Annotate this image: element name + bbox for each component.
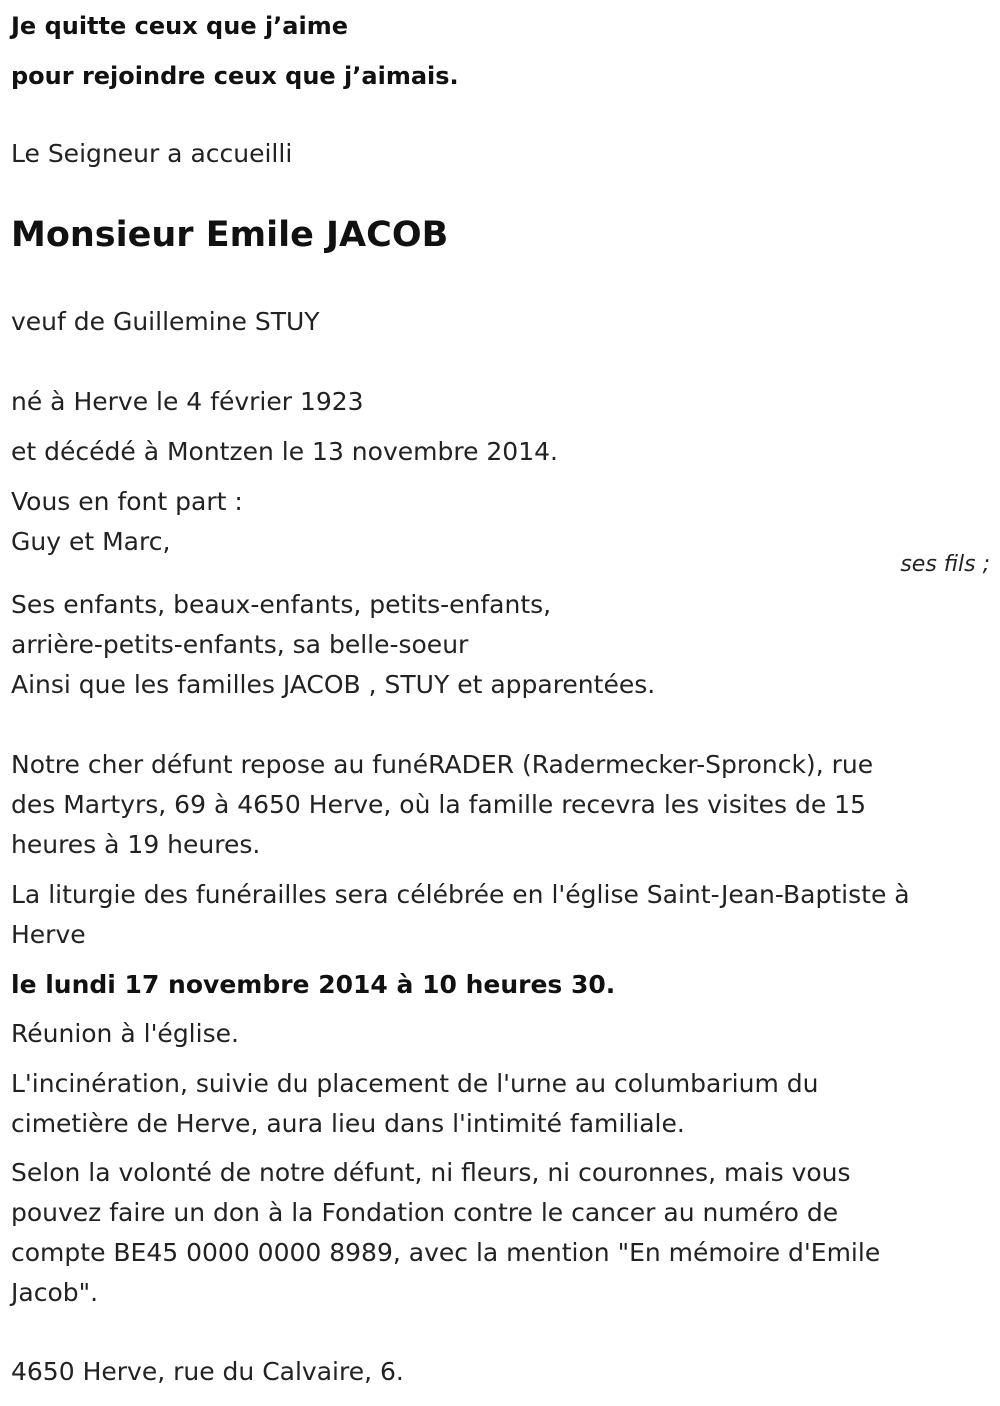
liturgy-date: le lundi 17 novembre 2014 à 10 heures 30.: [11, 970, 616, 999]
donation-line-2: pouvez faire un don à la Fondation contre le cancer au numéro de: [11, 1198, 839, 1227]
quote-line-1: Je quitte ceux que j’aime: [11, 12, 349, 40]
donation-line-3: compte BE45 0000 0000 8989, avec la mention "En mémoire d'Emile: [11, 1238, 881, 1267]
donation-line-1: Selon la volonté de notre défunt, ni fleurs, ni couronnes, mais vous: [11, 1158, 851, 1187]
announce-intro: Vous en font part :: [11, 487, 243, 516]
quote-line-2: pour rejoindre ceux que j’aimais.: [11, 62, 459, 90]
death-text: et décédé à Montzen le 13 novembre 2014.: [11, 437, 558, 466]
liturgy-line-1: La liturgie des funérailles sera célébrée en l'église Saint-Jean-Baptiste à: [11, 880, 910, 909]
family-line-2: arrière-petits-enfants, sa belle-soeur: [11, 630, 469, 659]
reunion-text: Réunion à l'église.: [11, 1019, 239, 1048]
birth-text: né à Herve le 4 février 1923: [11, 387, 364, 416]
family-line-3: Ainsi que les familles JACOB , STUY et apparentées.: [11, 670, 656, 699]
visitation-line-3: heures à 19 heures.: [11, 830, 261, 859]
widower-of-text: veuf de Guillemine STUY: [11, 307, 320, 336]
sons-role: ses fils ;: [900, 552, 990, 577]
address-text: 4650 Herve, rue du Calvaire, 6.: [11, 1357, 404, 1386]
visitation-line-2: des Martyrs, 69 à 4650 Herve, où la famille recevra les visites de 15: [11, 790, 866, 819]
liturgy-line-2: Herve: [11, 920, 86, 949]
sons-names: Guy et Marc,: [11, 527, 171, 556]
visitation-line-1: Notre cher défunt repose au funéRADER (Radermecker-Spronck), rue: [11, 750, 874, 779]
family-line-1: Ses enfants, beaux-enfants, petits-enfants,: [11, 590, 552, 619]
intro-text: Le Seigneur a accueilli: [11, 139, 293, 168]
incineration-line-2: cimetière de Herve, aura lieu dans l'intimité familiale.: [11, 1109, 685, 1138]
donation-line-4: Jacob".: [11, 1278, 99, 1307]
deceased-name: Monsieur Emile JACOB: [11, 215, 449, 255]
incineration-line-1: L'incinération, suivie du placement de l'urne au columbarium du: [11, 1069, 819, 1098]
